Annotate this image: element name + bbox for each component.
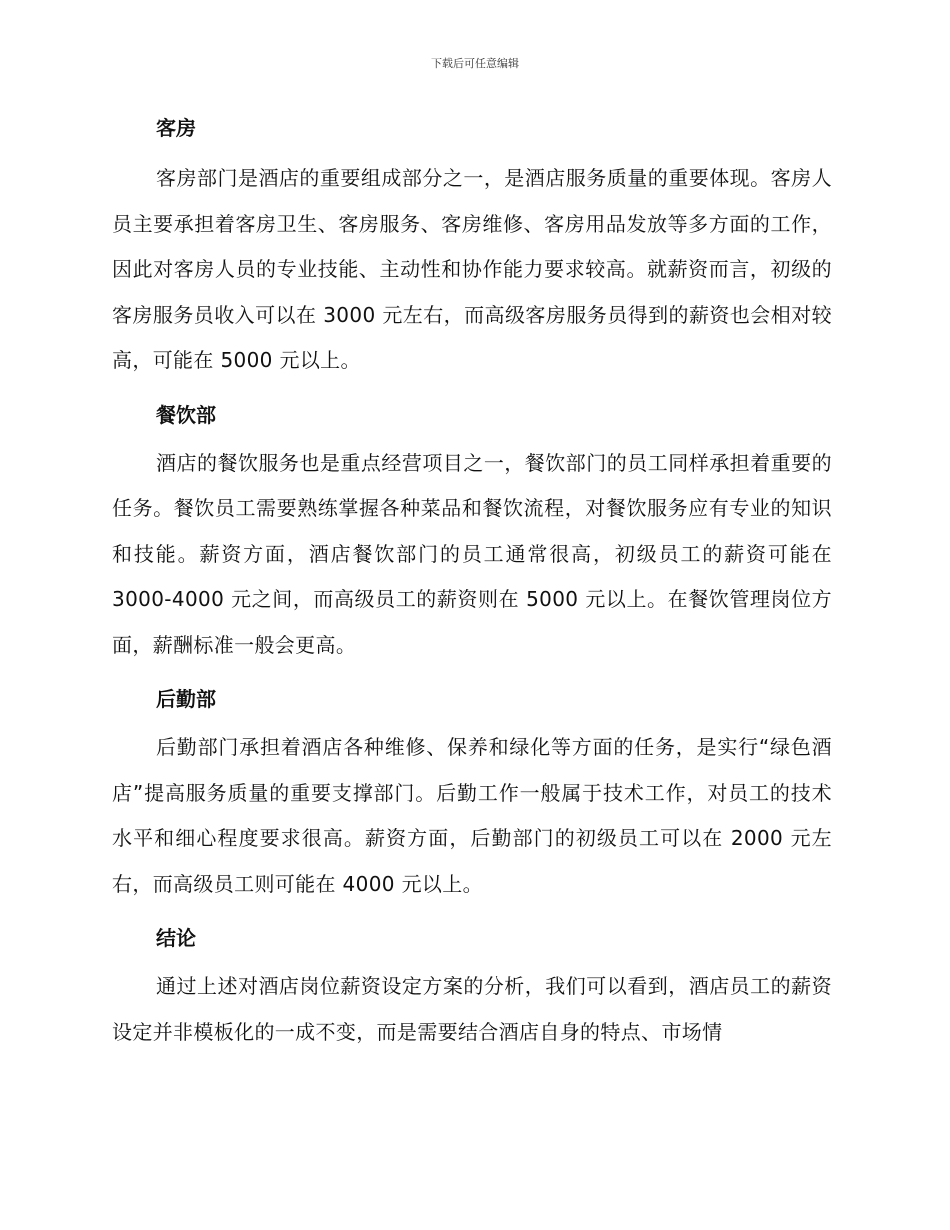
section-paragraph: 后勤部门承担着酒店各种维修、保养和绿化等方面的任务，是实行“绿色酒店”提高服务质量的重要支撑部门。后勤工作一般属于技术工作，对员工的技术水平和细心程度要求很高。薪资方面，后勤部门的初级员工可以在 2000 元左右，而高级员工则可能在 4000 元以上。 [112, 735, 832, 896]
section-logistics [112, 684, 832, 907]
document-body [112, 113, 832, 1055]
header-note: 下载后可任意编辑 [431, 57, 519, 70]
section-paragraph: 通过上述对酒店岗位薪资设定方案的分析，我们可以看到，酒店员工的薪资设定并非模板化的一成不变，而是需要结合酒店自身的特点、市场情 [112, 974, 832, 1044]
section-paragraph: 酒店的餐饮服务也是重点经营项目之一，餐饮部门的员工同样承担着重要的任务。餐饮员工需要熟练掌握各种菜品和餐饮流程，对餐饮服务应有专业的知识和技能。薪资方面，酒店餐饮部门的员工通常很高，初级员工的薪资可能在 3000-4000 元之间，而高级员工的薪资则在 5000 元以上。在餐饮管理岗位方面，薪酬标准一般会更高。 [112, 450, 832, 657]
section-guest-rooms [112, 113, 832, 384]
section-food-beverage [112, 400, 832, 669]
section-paragraph: 客房部门是酒店的重要组成部分之一，是酒店服务质量的重要体现。客房人员主要承担着客房卫生、客房服务、客房维修、客房用品发放等多方面的工作，因此对客房人员的专业技能、主动性和协作能力要求较高。就薪资而言，初级的客房服务员收入可以在 3000 元左右，而高级客房服务员得到的薪资也会相对较高，可能在 5000 元以上。 [112, 166, 832, 372]
section-title: 餐饮部 [156, 402, 216, 427]
section-title: 客房 [156, 116, 196, 140]
section-conclusion [112, 923, 832, 1055]
section-title: 结论 [156, 926, 196, 950]
section-title: 后勤部 [156, 687, 216, 711]
